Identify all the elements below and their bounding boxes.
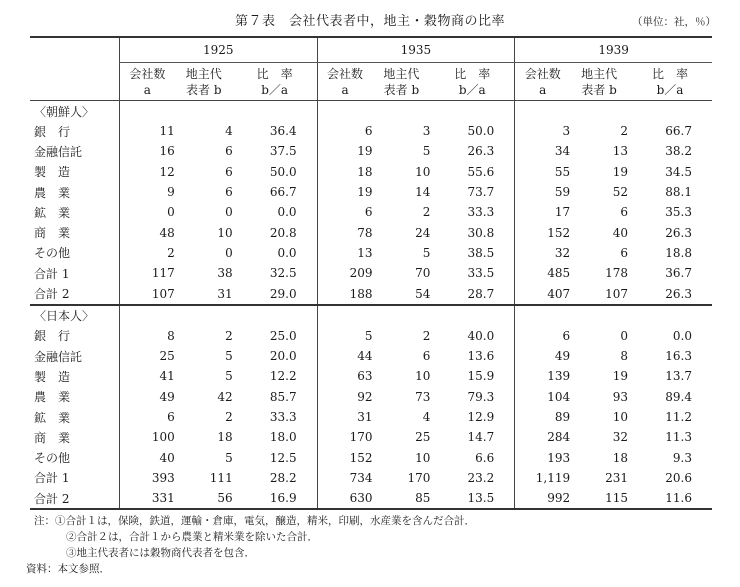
row-label: その他 — [34, 451, 71, 466]
cell-landlord-reps-1939: 18 — [612, 450, 629, 465]
cell-company-count-1925: 16 — [119, 141, 174, 161]
cell-landlord-reps-1935: 73 — [415, 389, 431, 404]
year-header-row — [30, 37, 712, 63]
cell-ratio-1935: 38.5 — [467, 245, 495, 260]
section-label: 〈日本人〉 — [34, 309, 95, 324]
cell-landlord-reps-1925: 6 — [225, 185, 233, 200]
cell-landlord-reps-1939: 19 — [612, 164, 629, 179]
row-label: 合計 2 — [30, 488, 119, 509]
empty-cell — [570, 305, 628, 326]
cell-company-count-1925: 48 — [119, 222, 174, 242]
cell-landlord-reps-1925: 0 — [225, 205, 233, 220]
cell-company-count-1939: 485 — [515, 263, 570, 283]
cell-landlord-reps-1939: 107 — [570, 283, 628, 304]
cell-company-count-1935: 18 — [317, 162, 372, 182]
sub-header-line2: b／a — [261, 82, 289, 97]
table-row — [30, 326, 712, 346]
cell-ratio-1939: 13.7 — [665, 369, 692, 384]
cell-company-count-1925: 41 — [119, 366, 174, 386]
cell-ratio-1935: 55.6 — [467, 164, 495, 179]
cell-ratio-1925: 36.4 — [269, 124, 297, 139]
table-row — [30, 162, 712, 182]
cell-landlord-reps-1935: 54 — [372, 283, 430, 304]
cell-company-count-1925: 9 — [119, 182, 174, 202]
cell-ratio-1925: 33.3 — [269, 410, 297, 424]
cell-landlord-reps-1925: 56 — [175, 488, 233, 509]
cell-ratio-1925: 85.7 — [269, 389, 297, 404]
empty-cell — [515, 305, 570, 326]
cell-company-count-1935: 92 — [317, 387, 372, 407]
sub-header-line1: 地主代 — [581, 66, 618, 81]
row-label: 金融信託 — [34, 144, 83, 159]
cell-company-count-1939: 89 — [515, 407, 570, 427]
cell-company-count-1939: 32 — [515, 243, 570, 263]
table-row — [30, 366, 712, 386]
row-label: 合計 1 — [34, 471, 70, 486]
cell-landlord-reps-1939: 6 — [620, 205, 629, 220]
cell-ratio-1925: 28.2 — [269, 470, 297, 485]
cell-company-count-1939: 1,119 — [515, 468, 570, 488]
cell-company-count-1939: 59 — [515, 182, 570, 202]
cell-landlord-reps-1939: 6 — [620, 245, 629, 260]
cell-ratio-1939: 34.5 — [665, 164, 692, 179]
sub-header-company-count-1935 — [317, 63, 372, 101]
cell-ratio-1939: 36.7 — [665, 266, 692, 281]
row-label: 銀 行 — [34, 124, 71, 139]
cell-landlord-reps-1925: 38 — [217, 266, 233, 281]
cell-ratio-1935: 13.6 — [467, 349, 495, 364]
cell-company-count-1939: 6 — [515, 326, 570, 346]
cell-ratio-1939: 16.3 — [665, 349, 692, 364]
cell-landlord-reps-1935: 3 — [422, 124, 431, 139]
cell-company-count-1935: 5 — [317, 326, 372, 346]
sub-header-line1: 会社数 — [129, 66, 166, 81]
cell-company-count-1935: 13 — [317, 243, 372, 263]
row-label: 合計 1 — [34, 266, 70, 281]
cell-ratio-1935: 33.5 — [467, 266, 495, 281]
cell-landlord-reps-1935: 10 — [415, 450, 431, 465]
cell-ratio-1939: 89.4 — [665, 389, 692, 404]
cell-ratio-1925: 50.0 — [269, 164, 297, 179]
cell-landlord-reps-1925: 0 — [225, 245, 233, 260]
cell-ratio-1939: 11.3 — [665, 430, 692, 445]
cell-ratio-1935: 73.7 — [467, 185, 495, 200]
cell-ratio-1925: 0.0 — [277, 245, 297, 260]
cell-ratio-1925: 29.0 — [233, 283, 317, 304]
cell-landlord-reps-1939: 2 — [620, 124, 629, 139]
cell-company-count-1925: 25 — [119, 346, 174, 366]
row-label: 商 業 — [34, 226, 71, 241]
cell-landlord-reps-1935: 14 — [415, 185, 431, 200]
cell-company-count-1935: 170 — [317, 427, 372, 447]
cell-ratio-1935: 23.2 — [467, 470, 495, 485]
empty-cell — [430, 305, 514, 326]
cell-company-count-1939: 34 — [515, 141, 570, 161]
table-row — [30, 263, 712, 283]
cell-ratio-1925: 12.5 — [269, 450, 297, 465]
sub-header-company-count-1939 — [515, 63, 570, 101]
cell-company-count-1925: 100 — [119, 427, 174, 447]
unit-label: （単位：社，％） — [632, 16, 716, 28]
cell-ratio-1939: 26.3 — [628, 283, 712, 304]
cell-ratio-1935: 50.0 — [467, 124, 495, 139]
cell-ratio-1935: 33.3 — [467, 205, 495, 220]
row-label: 製 造 — [34, 165, 71, 180]
cell-ratio-1939: 26.3 — [665, 225, 692, 240]
cell-landlord-reps-1939: 8 — [620, 349, 629, 364]
table-row — [30, 141, 712, 161]
cell-ratio-1939: 66.7 — [665, 124, 692, 139]
cell-landlord-reps-1925: 2 — [225, 328, 233, 343]
cell-ratio-1925: 16.9 — [233, 488, 317, 509]
sub-header-line1: 会社数 — [524, 66, 561, 81]
cell-landlord-reps-1935: 85 — [372, 488, 430, 509]
cell-landlord-reps-1925: 4 — [225, 124, 233, 139]
cell-landlord-reps-1939: 10 — [612, 410, 629, 424]
cell-ratio-1925: 18.0 — [269, 430, 297, 445]
cell-ratio-1939: 0.0 — [672, 328, 692, 343]
cell-ratio-1925: 25.0 — [269, 328, 297, 343]
cell-landlord-reps-1935: 24 — [415, 225, 431, 240]
sub-header-ratio-1925 — [233, 63, 317, 101]
section-header-row — [30, 101, 712, 122]
cell-ratio-1925: 66.7 — [269, 185, 297, 200]
sub-header-company-count-1925 — [119, 63, 174, 101]
cell-ratio-1939: 11.6 — [628, 488, 712, 509]
cell-company-count-1925: 6 — [119, 407, 174, 427]
cell-ratio-1939: 20.6 — [665, 470, 692, 485]
cell-landlord-reps-1939: 52 — [612, 185, 629, 200]
cell-ratio-1925: 20.0 — [269, 349, 297, 364]
cell-landlord-reps-1925: 18 — [217, 430, 233, 445]
cell-company-count-1925: 393 — [119, 468, 174, 488]
cell-ratio-1935: 40.0 — [467, 328, 495, 343]
cell-ratio-1925: 37.5 — [269, 144, 297, 159]
empty-cell — [628, 101, 712, 122]
cell-company-count-1939: 104 — [515, 387, 570, 407]
row-label: 鉱 業 — [34, 205, 71, 220]
sub-header-line1: 会社数 — [327, 66, 364, 81]
sub-header-line2: b／a — [458, 82, 486, 97]
cell-company-count-1935: 6 — [317, 202, 372, 222]
table-row — [30, 447, 712, 467]
cell-company-count-1925: 117 — [119, 263, 174, 283]
cell-company-count-1935: 209 — [317, 263, 372, 283]
cell-company-count-1939: 284 — [515, 427, 570, 447]
sub-header-line1: 地主代 — [383, 66, 420, 81]
cell-company-count-1935: 6 — [317, 121, 372, 141]
cell-ratio-1939: 11.2 — [665, 410, 692, 424]
empty-cell — [119, 305, 174, 326]
cell-ratio-1925: 12.2 — [269, 369, 297, 384]
cell-company-count-1935: 78 — [317, 222, 372, 242]
cell-landlord-reps-1925: 31 — [175, 283, 233, 304]
sub-header-ratio-1935 — [430, 63, 514, 101]
sub-header-line1: 地主代 — [185, 66, 222, 81]
row-label: 金融信託 — [34, 349, 83, 364]
cell-landlord-reps-1925: 5 — [225, 450, 233, 465]
table-row — [30, 202, 712, 222]
cell-landlord-reps-1925: 2 — [225, 410, 233, 424]
empty-cell — [233, 101, 317, 122]
empty-cell — [628, 305, 712, 326]
corner-cell-lower — [30, 63, 119, 101]
cell-landlord-reps-1935: 2 — [422, 205, 431, 220]
cell-ratio-1939: 9.3 — [672, 450, 692, 465]
notes — [26, 513, 475, 577]
cell-landlord-reps-1935: 5 — [422, 245, 431, 260]
empty-cell — [372, 305, 430, 326]
table-row — [30, 121, 712, 141]
cell-landlord-reps-1925: 6 — [225, 144, 233, 159]
cell-company-count-1935: 630 — [317, 488, 372, 509]
cell-landlord-reps-1925: 111 — [209, 470, 233, 485]
empty-cell — [119, 101, 174, 122]
cell-ratio-1935: 6.6 — [475, 450, 495, 465]
empty-cell — [175, 305, 233, 326]
cell-landlord-reps-1935: 25 — [415, 430, 431, 445]
table-row — [30, 468, 712, 488]
sub-header-line1: 比 率 — [652, 66, 689, 81]
cell-landlord-reps-1939: 0 — [620, 328, 629, 343]
cell-company-count-1935: 63 — [317, 366, 372, 386]
table-row — [30, 222, 712, 242]
table-row — [30, 427, 712, 447]
cell-landlord-reps-1935: 5 — [422, 144, 431, 159]
cell-ratio-1939: 88.1 — [665, 185, 692, 200]
cell-company-count-1939: 407 — [515, 283, 570, 304]
cell-landlord-reps-1935: 6 — [422, 349, 431, 364]
cell-ratio-1935: 30.8 — [467, 225, 495, 240]
empty-cell — [570, 101, 628, 122]
cell-landlord-reps-1925: 10 — [217, 225, 233, 240]
row-label: 合計 2 — [30, 283, 119, 304]
cell-landlord-reps-1939: 19 — [612, 369, 629, 384]
cell-company-count-1939: 992 — [515, 488, 570, 509]
cell-ratio-1935: 14.7 — [467, 430, 495, 445]
data-table — [30, 36, 712, 510]
cell-ratio-1935: 12.9 — [467, 410, 495, 424]
sub-header-line2: a — [341, 82, 349, 97]
sub-header-landlord-reps-1935 — [372, 63, 430, 101]
cell-company-count-1939: 49 — [515, 346, 570, 366]
empty-cell — [430, 101, 514, 122]
sub-header-landlord-reps-1939 — [570, 63, 628, 101]
empty-cell — [372, 101, 430, 122]
row-label: 製 造 — [34, 369, 71, 384]
table-row — [30, 407, 712, 427]
empty-cell — [233, 305, 317, 326]
sub-header-line2: a — [539, 82, 547, 97]
cell-ratio-1925: 0.0 — [277, 205, 297, 220]
corner-cell — [30, 37, 119, 63]
cell-landlord-reps-1939: 178 — [605, 266, 629, 281]
cell-landlord-reps-1939: 32 — [612, 430, 629, 445]
cell-company-count-1925: 2 — [119, 243, 174, 263]
sub-header-line2: a — [143, 82, 151, 97]
cell-company-count-1925: 49 — [119, 387, 174, 407]
row-label: 商 業 — [34, 430, 71, 445]
cell-company-count-1935: 44 — [317, 346, 372, 366]
empty-cell — [317, 305, 372, 326]
cell-landlord-reps-1935: 10 — [415, 164, 431, 179]
note-3: ③地主代表者には穀物商代表者を包含． — [66, 547, 255, 559]
cell-ratio-1925: 20.8 — [269, 225, 297, 240]
cell-company-count-1935: 152 — [317, 447, 372, 467]
sub-header-line2: b／a — [656, 82, 684, 97]
cell-company-count-1939: 3 — [515, 121, 570, 141]
cell-company-count-1939: 17 — [515, 202, 570, 222]
cell-landlord-reps-1935: 170 — [407, 470, 431, 485]
cell-company-count-1935: 31 — [317, 407, 372, 427]
note-1: 注：①合計１は，保険，鉄道，運輸・倉庫，電気，醸造，精米，印刷，水産業を含んだ合計． — [34, 515, 475, 527]
cell-company-count-1935: 19 — [317, 182, 372, 202]
empty-cell — [317, 101, 372, 122]
sub-header-line1: 比 率 — [454, 66, 491, 81]
cell-landlord-reps-1935: 70 — [415, 266, 431, 281]
cell-company-count-1925: 0 — [119, 202, 174, 222]
table-row — [30, 283, 712, 304]
note-2: ②合計２は，合計１から農業と精米業を除いた合計． — [66, 531, 318, 543]
sub-header-ratio-1939 — [628, 63, 712, 101]
table-row — [30, 387, 712, 407]
cell-ratio-1935: 28.7 — [430, 283, 514, 304]
cell-company-count-1925: 331 — [119, 488, 174, 509]
table-row — [30, 346, 712, 366]
cell-landlord-reps-1939: 40 — [612, 225, 629, 240]
sub-header-line1: 比 率 — [256, 66, 293, 81]
year-header-1939: 1939 — [515, 37, 712, 63]
sub-header-line2: 表者 b — [581, 82, 617, 97]
cell-company-count-1925: 40 — [119, 447, 174, 467]
cell-company-count-1939: 152 — [515, 222, 570, 242]
cell-company-count-1939: 139 — [515, 366, 570, 386]
cell-landlord-reps-1925: 6 — [225, 164, 233, 179]
table-row — [30, 243, 712, 263]
sub-header-landlord-reps-1925 — [175, 63, 233, 101]
section-label: 〈朝鮮人〉 — [34, 104, 95, 119]
cell-ratio-1939: 18.8 — [665, 245, 692, 260]
cell-ratio-1935: 79.3 — [467, 389, 495, 404]
cell-company-count-1939: 193 — [515, 447, 570, 467]
cell-company-count-1925: 8 — [119, 326, 174, 346]
cell-landlord-reps-1939: 93 — [612, 389, 629, 404]
section-header-row — [30, 305, 712, 326]
cell-landlord-reps-1925: 5 — [225, 349, 233, 364]
cell-landlord-reps-1935: 4 — [422, 410, 431, 424]
cell-company-count-1935: 734 — [317, 468, 372, 488]
cell-ratio-1935: 15.9 — [467, 369, 495, 384]
cell-company-count-1925: 107 — [119, 283, 174, 304]
sub-header-line2: 表者 b — [383, 82, 420, 97]
cell-company-count-1939: 55 — [515, 162, 570, 182]
table-row — [30, 488, 712, 509]
cell-landlord-reps-1939: 13 — [612, 144, 629, 159]
cell-company-count-1935: 188 — [317, 283, 372, 304]
cell-company-count-1925: 11 — [119, 121, 174, 141]
cell-landlord-reps-1939: 115 — [570, 488, 628, 509]
empty-cell — [175, 101, 233, 122]
row-label: 農 業 — [34, 185, 71, 200]
table-title: 第７表 会社代表者中，地主・穀物商の比率 — [234, 14, 505, 29]
cell-company-count-1935: 19 — [317, 141, 372, 161]
row-label: 鉱 業 — [34, 410, 71, 425]
year-header-1925: 1925 — [119, 37, 317, 63]
empty-cell — [515, 101, 570, 122]
year-header-1935: 1935 — [317, 37, 515, 63]
cell-company-count-1925: 12 — [119, 162, 174, 182]
cell-ratio-1925: 32.5 — [269, 266, 297, 281]
table-row — [30, 182, 712, 202]
row-label: 銀 行 — [34, 329, 71, 344]
cell-landlord-reps-1939: 231 — [605, 470, 629, 485]
sub-header-row — [30, 63, 712, 101]
cell-landlord-reps-1935: 10 — [415, 369, 431, 384]
row-label: 農 業 — [34, 390, 71, 405]
cell-ratio-1939: 38.2 — [665, 144, 692, 159]
cell-ratio-1935: 13.5 — [430, 488, 514, 509]
sub-header-line2: 表者 b — [186, 82, 222, 97]
cell-landlord-reps-1925: 42 — [217, 389, 233, 404]
cell-ratio-1935: 26.3 — [467, 144, 495, 159]
cell-landlord-reps-1935: 2 — [422, 328, 431, 343]
row-label: その他 — [34, 246, 71, 261]
cell-ratio-1939: 35.3 — [665, 205, 692, 220]
source-note: 資料：本文参照． — [26, 563, 110, 575]
cell-landlord-reps-1925: 5 — [225, 369, 233, 384]
